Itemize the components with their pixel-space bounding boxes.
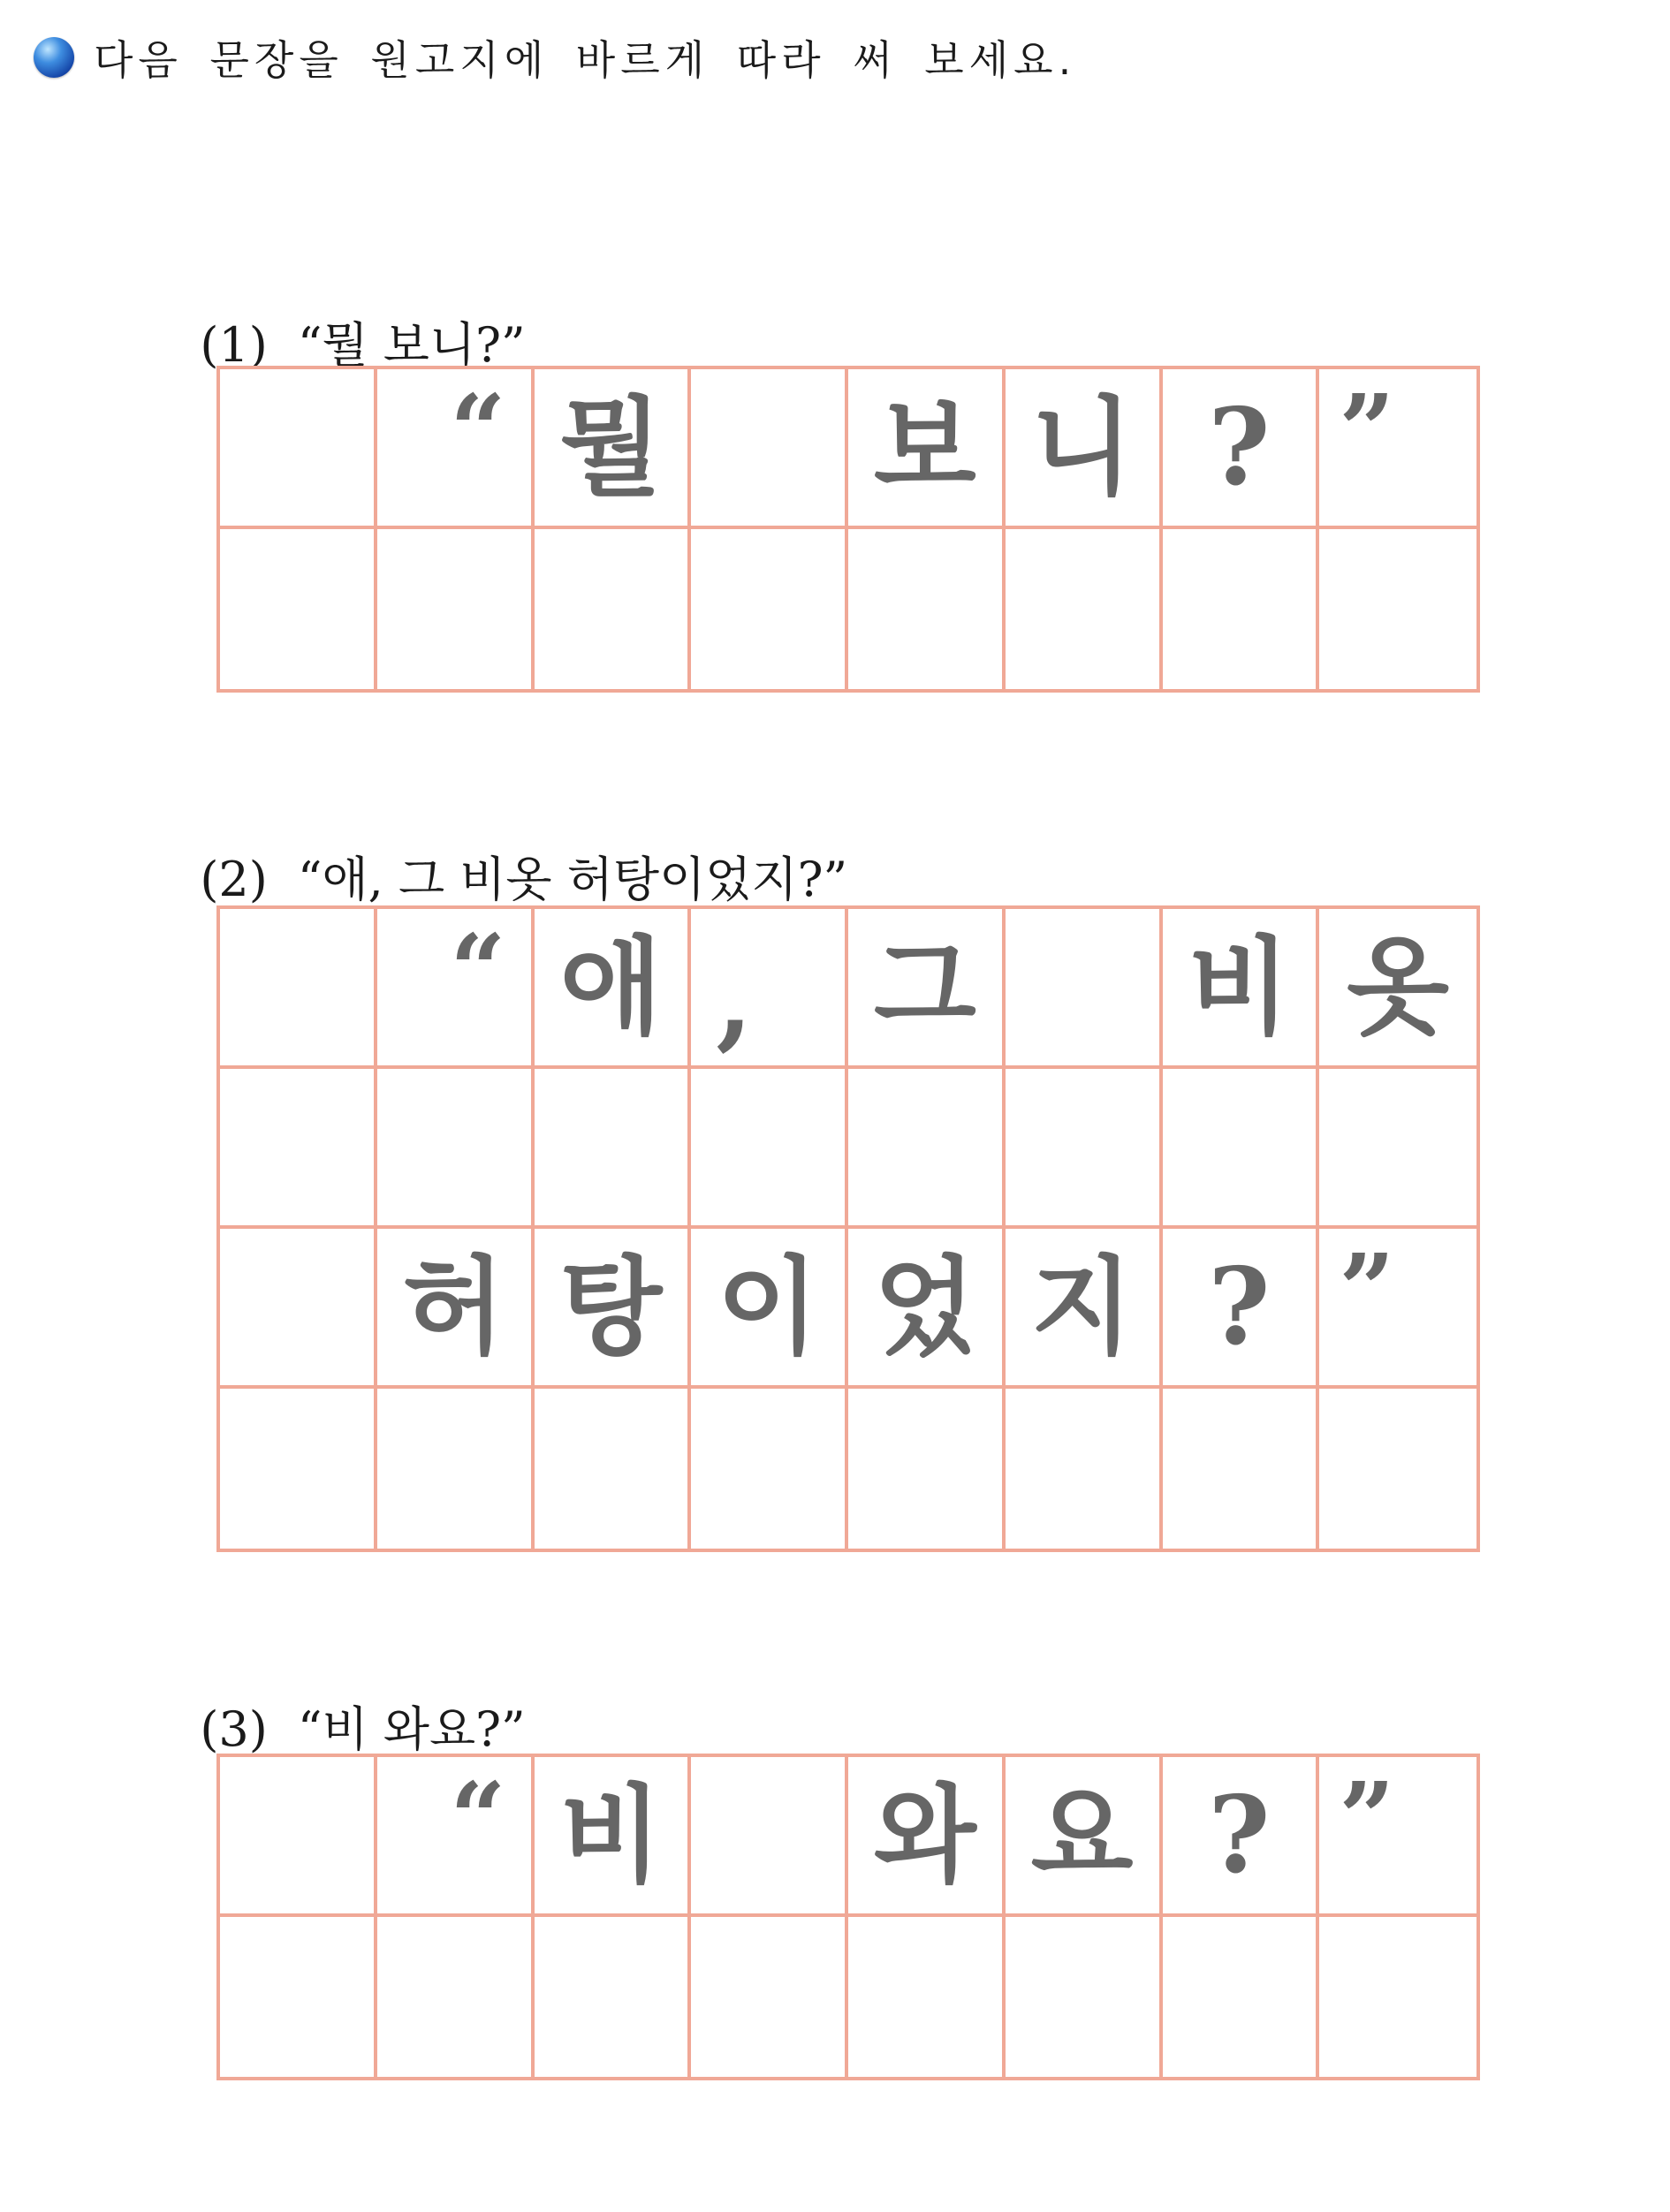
grid-cell: 뭘 [535,369,692,529]
grid-cell: ? [1163,1229,1320,1389]
grid-cell [1006,529,1163,689]
instruction [34,27,1076,88]
grid-cell: 었 [848,1229,1006,1389]
grid-cell: 비 [535,1757,692,1917]
grid-cell [535,1389,692,1549]
grid-cell [1319,1389,1476,1549]
grid-cell: 보 [848,369,1006,529]
grid-cell [1163,1389,1320,1549]
grid-cell: 와 [848,1757,1006,1917]
grid-cell [1319,1917,1476,2077]
grid-cell: 니 [1006,369,1163,529]
grid-cell: 비 [1163,909,1320,1069]
problem-label-2 [170,786,847,910]
grid-cell: 허 [377,1229,535,1389]
problem-number: (1) [200,317,268,373]
problem-number: (2) [200,852,268,907]
grid-cell [535,1069,692,1229]
grid-cell [1319,1069,1476,1229]
grid-cell: “ [377,1757,535,1917]
grid-cell [1163,1069,1320,1229]
grid-cell: 그 [848,909,1006,1069]
grid-cell [848,1069,1006,1229]
grid-cell [220,1069,377,1229]
grid-cell [1006,1917,1163,2077]
grid-cell: 지 [1006,1229,1163,1389]
grid-cell: “ [377,909,535,1069]
grid-cell [220,1389,377,1549]
grid-cell [691,1917,848,2077]
grid-cell [1163,529,1320,689]
grid-cell [220,1229,377,1389]
grid-cell: ” [1319,369,1476,529]
grid-cell: 애 [535,909,692,1069]
grid-cell [535,1917,692,2077]
grid-cell [220,1917,377,2077]
problem-sentence: “뭘 보니?” [297,317,526,373]
grid-cell [691,1069,848,1229]
instruction-text: 다음 문장을 원고지에 바르게 따라 써 보세요. [94,36,1077,84]
grid-cell [220,529,377,689]
grid-cell [377,1389,535,1549]
blue-sphere-bullet-icon [34,37,74,78]
grid-cell [848,529,1006,689]
grid-cell: ” [1319,1229,1476,1389]
grid-cell: ? [1163,1757,1320,1917]
grid-cell: ? [1163,369,1320,529]
grid-cell [691,1757,848,1917]
grid-cell [848,1917,1006,2077]
grid-cell [1319,529,1476,689]
grid-cell [691,1389,848,1549]
grid-cell [691,529,848,689]
problem-label-3 [170,1636,526,1760]
grid-cell: 이 [691,1229,848,1389]
grid-cell: 요 [1006,1757,1163,1917]
grid-cell [535,529,692,689]
problem-label-1 [170,252,526,375]
problem-number: (3) [200,1701,268,1757]
grid-cell: ” [1319,1757,1476,1917]
grid-cell: , [691,909,848,1069]
problem-sentence: “애, 그 비옷 허탕이었지?” [297,852,848,907]
grid-cell [1163,1917,1320,2077]
grid-cell [848,1389,1006,1549]
grid-cell [220,909,377,1069]
problem-sentence: “비 와요?” [297,1701,526,1757]
manuscript-grid-1 [216,366,1480,693]
grid-cell [220,1757,377,1917]
grid-cell: 탕 [535,1229,692,1389]
grid-cell [220,369,377,529]
grid-cell [1006,1389,1163,1549]
manuscript-grid-3 [216,1754,1480,2080]
grid-cell: “ [377,369,535,529]
grid-cell [691,369,848,529]
grid-cell: 옷 [1319,909,1476,1069]
grid-cell [1006,909,1163,1069]
grid-cell [1006,1069,1163,1229]
grid-cell [377,1917,535,2077]
grid-cell [377,529,535,689]
manuscript-grid-2 [216,905,1480,1552]
grid-cell [377,1069,535,1229]
